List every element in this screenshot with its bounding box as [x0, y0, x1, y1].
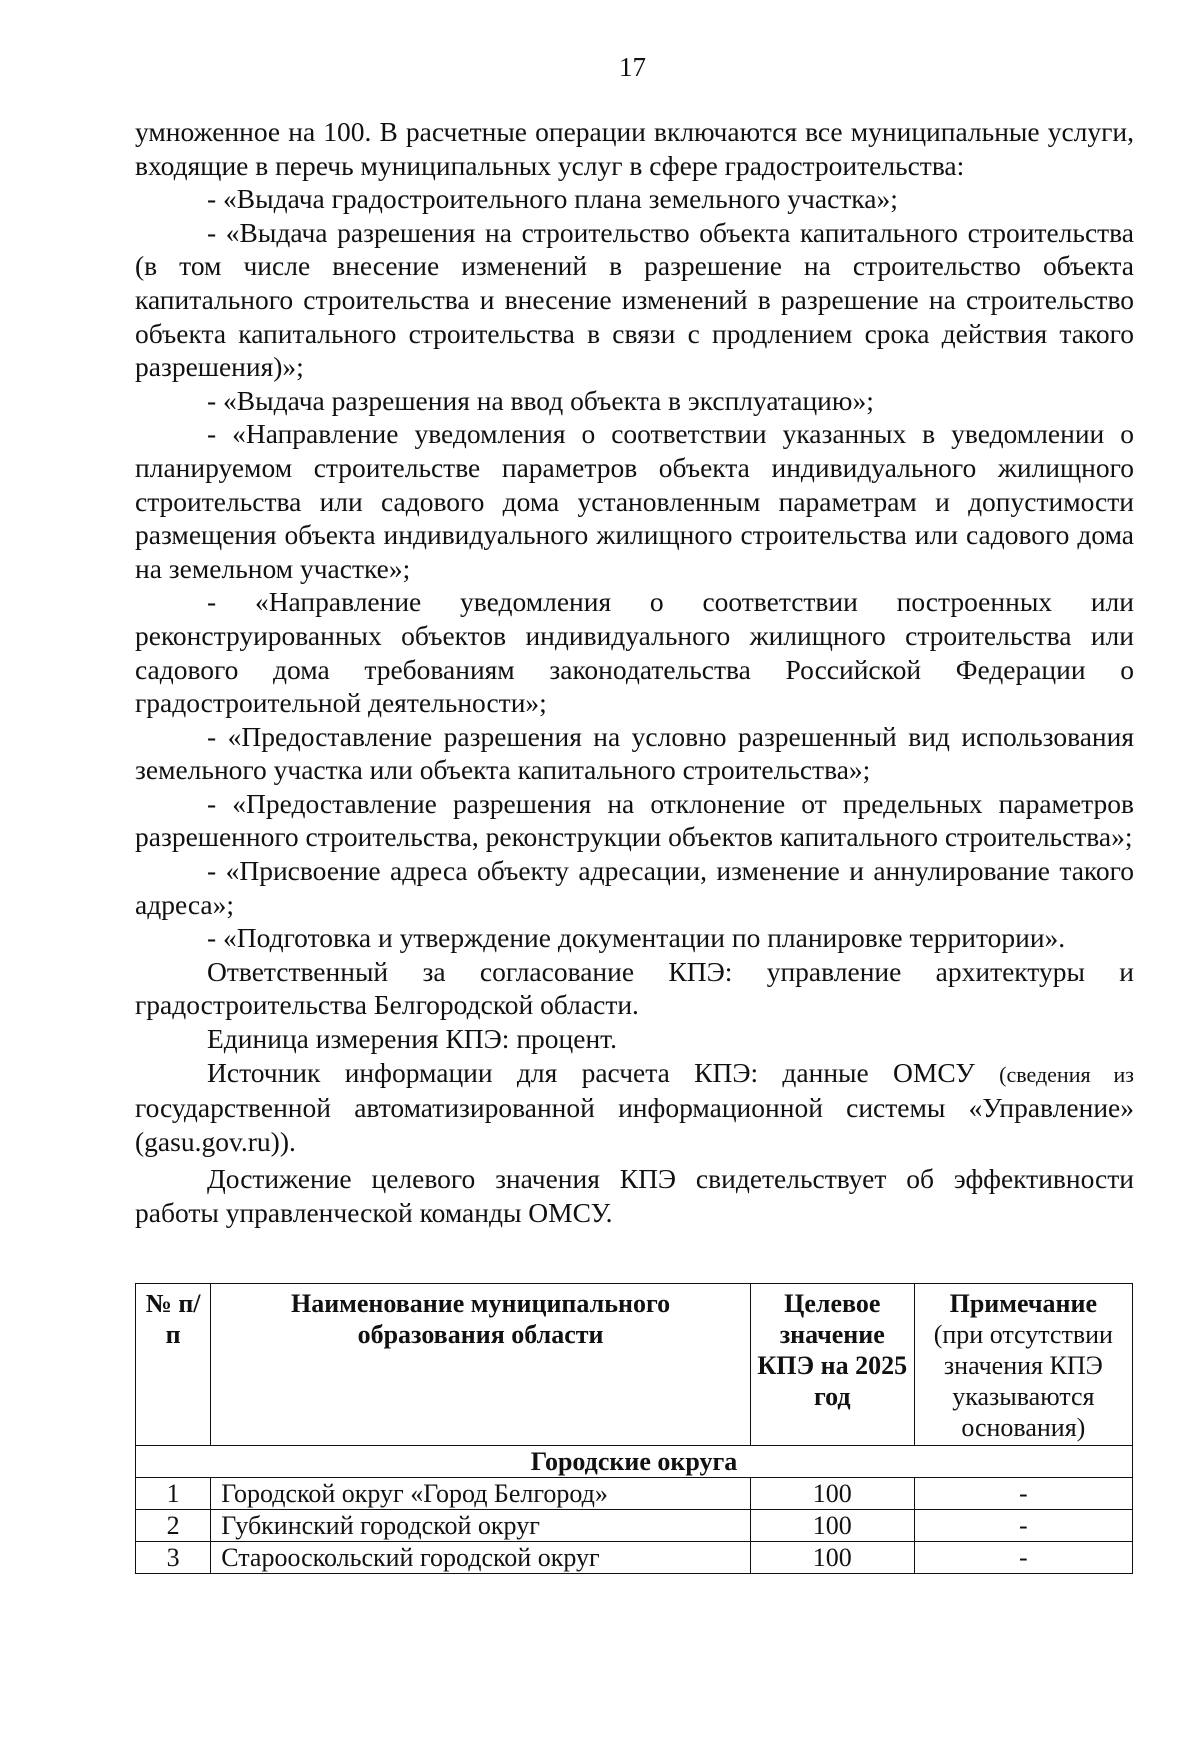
document-body — [135, 115, 1134, 1230]
kpe-table — [135, 1283, 1133, 1574]
paragraph: - «Направление уведомления о соответствии построенных или реконструированных объектов индивидуального жилищного строительства или садового дома требованиям законодательства Российской Федерации о градостроительной деятельности»; — [135, 586, 1134, 719]
paragraph: - «Присвоение адреса объекту адресации, изменение и аннулирование такого адреса»; — [135, 855, 1134, 920]
target-value: 100 — [750, 1478, 914, 1510]
paragraph: Ответственный за согласование КПЭ: управление архитектуры и градостроительства Белгородской области. — [135, 955, 1134, 1021]
target-value: 100 — [750, 1510, 914, 1542]
source-info-note: (сведения из — [999, 1061, 1134, 1087]
paragraph: - «Выдача разрешения на ввод объекта в эксплуатацию»; — [207, 384, 874, 416]
header-note-sub: (при отсутствии значения КПЭ указываются основания) — [933, 1320, 1113, 1442]
row-note: - — [914, 1510, 1132, 1542]
section-title: Городские округа — [136, 1446, 1133, 1478]
header-target: Целевое значение КПЭ на 2025 год — [750, 1284, 914, 1446]
municipality-name: Старооскольский городской округ — [211, 1542, 751, 1574]
paragraph: - «Предоставление разрешения на условно разрешенный вид использования земельного участка или объекта капитального строительства»; — [135, 720, 1134, 786]
municipality-name: Городской округ «Город Белгород» — [211, 1478, 751, 1510]
row-number: 3 — [136, 1542, 211, 1574]
source-info-lead: Источник информации для расчета КПЭ: данные ОМСУ — [207, 1056, 1000, 1088]
paragraph: - «Выдача разрешения на строительство объекта капитального строительства (в том числе внесение изменений в разрешение на строительство объекта капитального строительства и внесение изменений в разрешение на строительство объекта капитального строительства в связи с продлением срока действия такого разрешения)»; — [135, 216, 1134, 383]
section-row — [136, 1446, 1133, 1478]
source-info-paragraph — [135, 1056, 1134, 1159]
source-info-rest: государственной автоматизированной информационной системы «Управление» (gasu.gov.ru)). — [135, 1092, 1134, 1157]
table-row — [136, 1510, 1133, 1542]
header-name: Наименование муниципального образования области — [211, 1284, 751, 1446]
paragraph: - «Подготовка и утверждение документации по планировке территории». — [207, 922, 1066, 954]
header-note — [914, 1284, 1132, 1446]
municipality-name: Губкинский городской округ — [211, 1510, 751, 1542]
closing-paragraph: Достижение целевого значения КПЭ свидетельствует об эффективности работы управленческой команды ОМСУ. — [135, 1163, 1134, 1228]
row-number: 2 — [136, 1510, 211, 1542]
row-note: - — [914, 1542, 1132, 1574]
table-row — [136, 1542, 1133, 1574]
header-note-title: Примечание — [949, 1289, 1098, 1318]
header-num: № п/п — [136, 1284, 211, 1446]
paragraph-list — [135, 115, 1134, 1056]
paragraph: - «Выдача градостроительного плана земельного участка»; — [207, 183, 898, 215]
table-row — [136, 1478, 1133, 1510]
paragraph: - «Предоставление разрешения на отклонение от предельных параметров разрешенного строительства, реконструкции объектов капитального строительства»; — [135, 787, 1134, 853]
target-value: 100 — [750, 1542, 914, 1574]
row-note: - — [914, 1478, 1132, 1510]
row-number: 1 — [136, 1478, 211, 1510]
paragraph: умноженное на 100. В расчетные операции включаются все муниципальные услуги, входящие в перечь муниципальных услуг в сфере градостроительства: — [135, 116, 1134, 181]
page-number: 17 — [619, 52, 646, 82]
paragraph: Единица измерения КПЭ: процент. — [207, 1023, 618, 1055]
paragraph: - «Направление уведомления о соответствии указанных в уведомлении о планируемом строительстве параметров объекта индивидуального жилищного строительства или садового дома установленным параметрам и допустимости размещения объекта индивидуального жилищного строительства или садового дома на земельном участке»; — [135, 418, 1134, 584]
table-header-row — [136, 1284, 1133, 1446]
